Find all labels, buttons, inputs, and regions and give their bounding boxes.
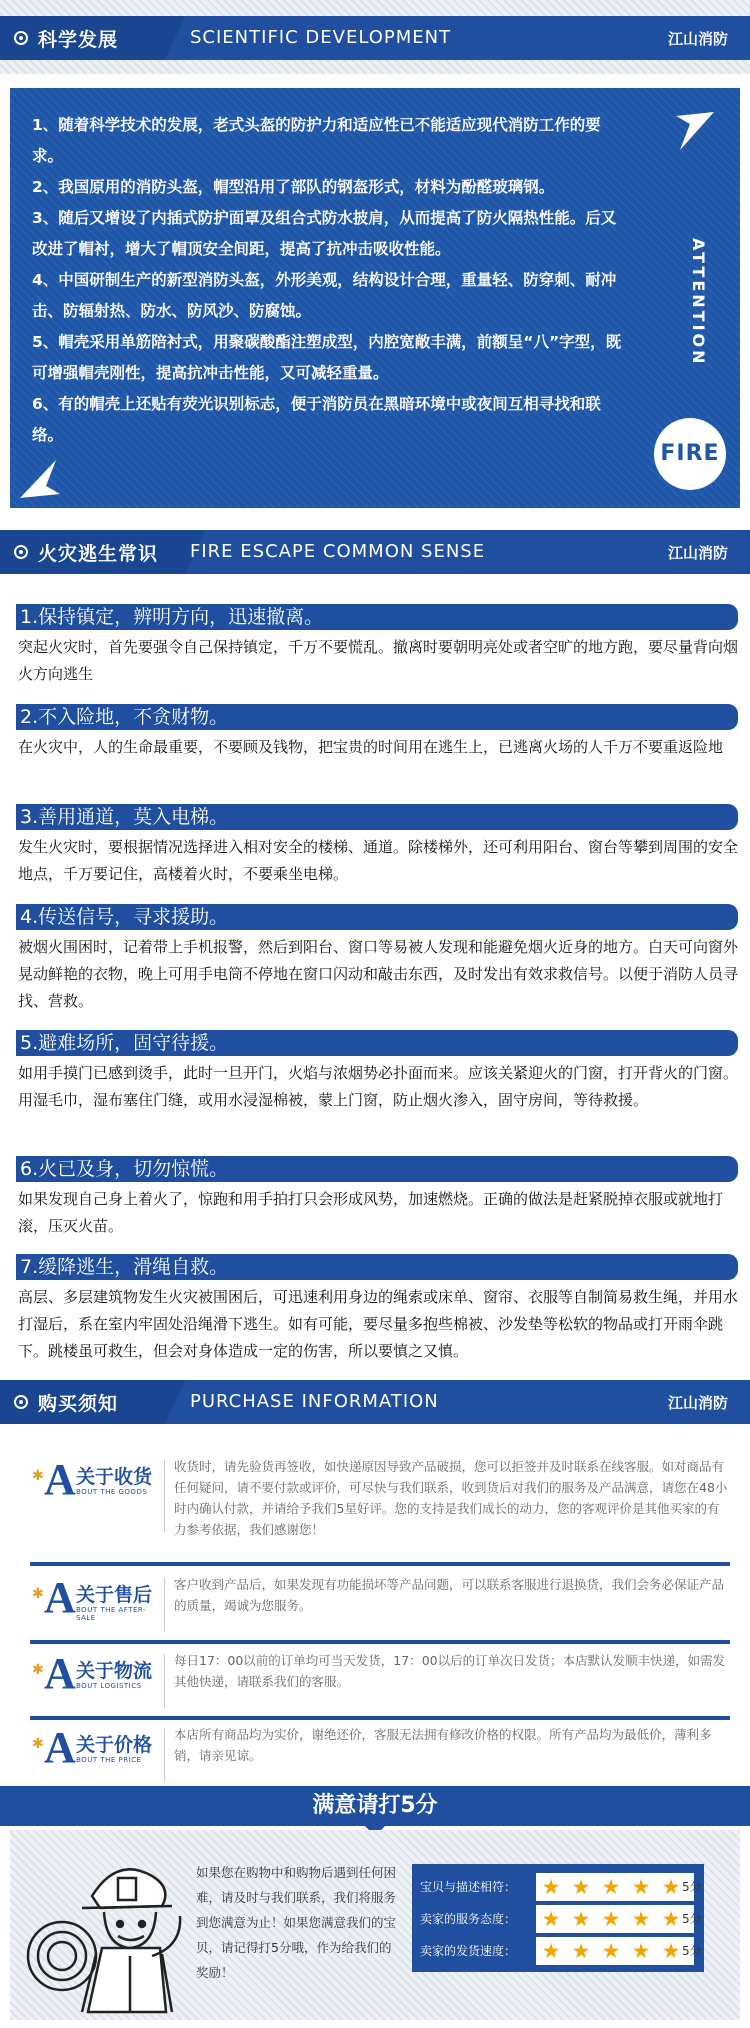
purchase-item-goods xyxy=(30,1452,730,1542)
rating-row xyxy=(412,1904,704,1934)
tip-body: 发生火灾时，要根据情况选择进入相对安全的楼梯、通道。除楼梯外，还可利用阳台、窗台等攀到周围的安全地点，千万要记住，高楼着火时，不要乘坐电梯。 xyxy=(18,838,739,883)
purchase-desc: 本店所有商品均为实价，谢绝还价，客服无法拥有修改价格的权限。所有产品均为最低价，薄利多销，请亲见谅。 xyxy=(174,1727,712,1763)
attention-vertical-label: ATTENTION xyxy=(689,238,708,367)
star-rating[interactable] xyxy=(536,1937,694,1965)
fireman-illustration xyxy=(22,1836,192,2016)
escape-tip xyxy=(16,1030,738,1114)
tip-title: 5.避难场所，固守待援。 xyxy=(16,1030,738,1056)
fire-badge: FIRE xyxy=(654,418,726,490)
escape-tip xyxy=(16,1254,738,1365)
escape-tip xyxy=(16,604,738,688)
tip-title: 6.火已及身，切勿惊慌。 xyxy=(16,1156,738,1182)
section-header-escape xyxy=(0,530,750,574)
star-rating[interactable] xyxy=(536,1905,694,1933)
attention-line: 3、随后又增设了内插式防护面罩及组合式防水披肩，从而提高了防火隔热性能。后又改进了帽衬，增大了帽顶安全间距，提高了抗冲击吸收性能。 xyxy=(32,209,617,258)
asterisk-icon: ✱ xyxy=(32,1736,44,1752)
purchase-logo xyxy=(30,1649,160,1704)
rating-message: 如果您在购物中和购物后遇到任何困难，请及时与我们联系，我们将服务到您满意为止！如果您满意我们的宝贝，请记得打5分哦，作为给我们的奖励！ xyxy=(196,1865,397,1980)
tip-body: 高层、多层建筑物发生火灾被围困后，可迅速利用身边的绳索或床单、窗帘、衣服等自制简易救生绳，并用水打湿后，系在室内牢固处沿绳滑下逃生。如有可能，要尽量多抱些棉被、沙发垫等松软的物品或打开雨伞跳下。跳楼虽可救生，但会对身体造成一定的伤害，所以要慎之又慎。 xyxy=(18,1288,739,1360)
purchase-desc: 客户收到产品后，如果发现有功能损坏等产品问题，可以联系客服进行退换货，我们会务必保证产品的质量，竭诚为您服务。 xyxy=(174,1577,725,1613)
purchase-logo xyxy=(30,1573,160,1628)
asterisk-icon: ✱ xyxy=(32,1586,44,1602)
rating-score: 5分 xyxy=(682,1880,702,1894)
rating-title: 满意请打5分 xyxy=(312,1793,438,1818)
attention-panel xyxy=(10,88,740,508)
star-icon[interactable]: ★ xyxy=(541,1875,561,1899)
purchase-logo xyxy=(30,1455,160,1510)
attention-line: 5、帽壳采用单筋陪衬式，用聚碳酸酯注塑成型，内腔宽敞丰满，前额呈“八”字型，既可增强帽壳刚性，提高抗冲击性能，又可减轻重量。 xyxy=(32,333,622,382)
brand-name: 江山消防 xyxy=(667,544,728,562)
star-icon[interactable]: ★ xyxy=(631,1939,651,1963)
rating-label: 卖家的发货速度： xyxy=(420,1944,517,1958)
divider xyxy=(30,1562,730,1566)
escape-tip xyxy=(16,904,738,1015)
star-icon[interactable]: ★ xyxy=(541,1939,561,1963)
purchase-desc: 收货时，请先验货再签收，如快递原因导致产品破损，您可以拒签并及时联系在线客服。如对商品有任何疑问，请不要付款或评价，可尽快与我们联系，收到货后对我们的服务及产品满意，请您在48小时内确认付款，并请给予我们5星好评。您的支持是我们成长的动力，您的客观评价是其他买家的有力参考依据，我们感谢您！ xyxy=(174,1459,728,1537)
tip-title: 4.传送信号，寻求援助。 xyxy=(16,904,738,930)
asterisk-icon: ✱ xyxy=(32,1662,44,1678)
purchase-desc: 每日17：00以前的订单均可当天发货，17：00以后的订单次日发货；本店默认发顺丰快递，如需发其他快递，请联系我们的客服。 xyxy=(174,1653,726,1689)
circle-icon xyxy=(14,1395,28,1409)
star-icon[interactable]: ★ xyxy=(601,1939,621,1963)
section-title-en: PURCHASE INFORMATION xyxy=(190,1391,439,1412)
rating-score: 5分 xyxy=(682,1944,702,1958)
arrow-icon xyxy=(670,110,718,158)
tip-body: 被烟火围困时，记着带上手机报警，然后到阳台、窗口等易被人发现和能避免烟火近身的地方。白天可向窗外晃动鲜艳的衣物，晚上可用手电筒不停地在窗口闪动和敲击东西，及时发出有效求救信号。以便于消防人员寻找、营救。 xyxy=(18,938,739,1010)
rating-header xyxy=(0,1786,750,1826)
star-rating[interactable] xyxy=(536,1873,694,1901)
star-icon[interactable]: ★ xyxy=(631,1875,651,1899)
rating-label: 宝贝与描述相符： xyxy=(420,1880,517,1894)
star-icon[interactable]: ★ xyxy=(601,1907,621,1931)
section-title-cn: 火灾逃生常识 xyxy=(38,543,159,565)
attention-text xyxy=(32,110,622,451)
asterisk-icon: ✱ xyxy=(32,1468,44,1484)
rating-score: 5分 xyxy=(682,1912,702,1926)
tip-body: 突起火灾时，首先要强令自己保持镇定，千万不要慌乱。撤离时要朝明亮处或者空旷的地方跑，要尽量背向烟火方向逃生 xyxy=(18,638,739,683)
logo-title: 关于物流 xyxy=(76,1660,153,1682)
star-icon[interactable]: ★ xyxy=(661,1907,681,1931)
star-icon[interactable]: ★ xyxy=(571,1907,591,1931)
rating-row xyxy=(412,1936,704,1966)
logo-subtitle: BOUT THE AFTER-SALE xyxy=(76,1606,146,1622)
logo-letter: A xyxy=(44,1649,76,1698)
section-header-purchase xyxy=(0,1380,750,1424)
logo-letter: A xyxy=(44,1573,76,1622)
rating-box xyxy=(412,1864,704,1972)
purchase-logo xyxy=(30,1723,160,1778)
tip-body: 在火灾中，人的生命最重要，不要顾及钱物，把宝贵的时间用在逃生上，已逃离火场的人千万不要重返险地 xyxy=(18,738,724,756)
logo-subtitle: BOUT THE GOODS xyxy=(76,1488,148,1496)
escape-tip xyxy=(16,704,738,761)
logo-title: 关于价格 xyxy=(76,1734,153,1756)
logo-letter: A xyxy=(44,1723,76,1772)
rating-label: 卖家的服务态度： xyxy=(420,1912,517,1926)
brand-name: 江山消防 xyxy=(667,1394,728,1412)
attention-line: 6、有的帽壳上还贴有荧光识别标志，便于消防员在黑暗环境中或夜间互相寻找和联络。 xyxy=(32,395,601,444)
logo-subtitle: BOUT LOGISTICS xyxy=(76,1682,142,1690)
logo-title: 关于售后 xyxy=(76,1584,153,1606)
logo-title: 关于收货 xyxy=(76,1466,153,1488)
star-icon[interactable]: ★ xyxy=(631,1907,651,1931)
section-title-cn: 科学发展 xyxy=(38,29,119,51)
attention-line: 1、随着科学技术的发展，老式头盔的防护力和适应性已不能适应现代消防工作的要求。 xyxy=(32,116,601,165)
star-icon[interactable]: ★ xyxy=(571,1939,591,1963)
tip-title: 2.不入险地，不贪财物。 xyxy=(16,704,738,730)
star-icon[interactable]: ★ xyxy=(661,1939,681,1963)
attention-line: 4、中国研制生产的新型消防头盔，外形美观，结构设计合理，重量轻、防穿刺、耐冲击、防辐射热、防水、防风沙、防腐蚀。 xyxy=(32,271,617,320)
section-title-cn: 购买须知 xyxy=(38,1393,119,1415)
escape-tip xyxy=(16,1156,738,1240)
star-icon[interactable]: ★ xyxy=(571,1875,591,1899)
circle-icon xyxy=(14,31,28,45)
rating-row xyxy=(412,1872,704,1902)
section-header-science xyxy=(0,16,750,60)
star-icon[interactable]: ★ xyxy=(661,1875,681,1899)
circle-icon xyxy=(14,545,28,559)
star-icon[interactable]: ★ xyxy=(601,1875,621,1899)
tip-title: 1.保持镇定，辨明方向，迅速撤离。 xyxy=(16,604,738,630)
divider xyxy=(30,1640,730,1644)
tip-body: 如果发现自己身上着火了，惊跑和用手拍打只会形成风势，加速燃烧。正确的做法是赶紧脱掉衣服或就地打滚，压灭火苗。 xyxy=(18,1190,724,1235)
tip-body: 如用手摸门已感到烫手，此时一旦开门，火焰与浓烟势必扑面而来。应该关紧迎火的门窗，打开背火的门窗。用湿毛巾，湿布塞住门缝，或用水浸湿棉被，蒙上门窗，防止烟火渗入，固守房间，等待救援。 xyxy=(18,1064,739,1109)
escape-tip xyxy=(16,804,738,888)
brand-name: 江山消防 xyxy=(667,30,728,48)
arrow-icon xyxy=(16,454,64,502)
tip-title: 3.善用通道，莫入电梯。 xyxy=(16,804,738,830)
section-title-en: FIRE ESCAPE COMMON SENSE xyxy=(190,541,486,562)
attention-line: 2、我国原用的消防头盔，帽型沿用了部队的钢盔形式，材料为酚醛玻璃钢。 xyxy=(32,178,555,196)
section-title-en: SCIENTIFIC DEVELOPMENT xyxy=(190,27,452,48)
star-icon[interactable]: ★ xyxy=(541,1907,561,1931)
logo-letter: A xyxy=(44,1455,76,1504)
tip-title: 7.缓降逃生，滑绳自救。 xyxy=(16,1254,738,1280)
logo-subtitle: BOUT THE PRICE xyxy=(76,1756,142,1764)
